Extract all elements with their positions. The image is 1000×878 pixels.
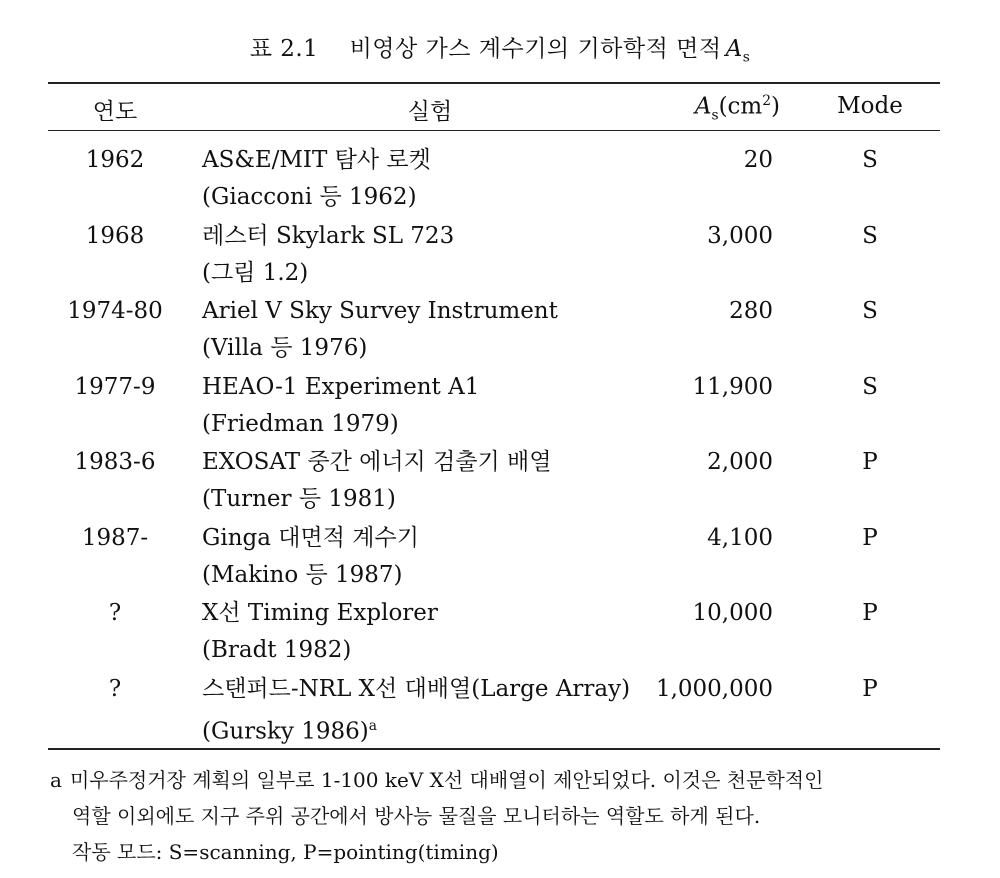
mode-cell: S — [862, 222, 878, 249]
note-line-2: 역할 이외에도 지구 주위 공간에서 방사능 물질을 모니터하는 역할도 하게 된다. — [72, 804, 761, 828]
caption-symbol: A — [725, 36, 743, 62]
area-cell: 2,000 — [707, 449, 773, 475]
experiment-name: 레스터 Skylark SL 723 — [202, 222, 455, 249]
header-area-sub: s — [711, 107, 719, 124]
year-cell: ? — [108, 675, 122, 702]
mode-cell: P — [862, 600, 878, 626]
table-caption — [0, 30, 1000, 66]
header-area — [600, 93, 780, 123]
caption-symbol-sub: s — [742, 49, 751, 66]
area-cell: 4,100 — [707, 524, 773, 551]
header-experiment: 실험 — [407, 99, 453, 125]
year-cell: ? — [108, 600, 122, 626]
reference-text: (Turner 등 1981) — [202, 486, 396, 512]
area-cell: 11,900 — [692, 373, 773, 400]
table-bottom-rule — [48, 748, 940, 750]
reference-text: (Makino 등 1987) — [202, 561, 403, 588]
area-cell: 1,000,000 — [655, 675, 773, 702]
table-header-rule — [48, 130, 940, 131]
experiment-name: 스탠퍼드-NRL X선 대배열(Large Array) — [202, 675, 631, 702]
experiment-reference — [202, 557, 672, 594]
header-mode: Mode — [837, 93, 903, 119]
header-area-unit-open: (cm — [718, 93, 763, 120]
header-area-symbol: A — [694, 93, 712, 120]
area-cell: 10,000 — [692, 600, 773, 626]
mode-cell: P — [862, 675, 878, 702]
mode-cell: P — [862, 524, 878, 551]
experiment-reference — [202, 708, 672, 745]
table-row — [0, 218, 1000, 294]
mode-cell: S — [862, 147, 878, 173]
note-line-1 — [50, 762, 960, 798]
experiment-reference — [202, 179, 672, 216]
table-notes — [50, 762, 960, 870]
experiment-name: X선 Timing Explorer — [202, 600, 438, 626]
area-cell: 20 — [743, 147, 773, 173]
header-area-unit-sup: 2 — [762, 93, 772, 109]
year-cell: 1968 — [85, 222, 145, 249]
area-cell: 3,000 — [707, 222, 773, 249]
mode-cell: P — [862, 449, 878, 475]
table-row — [0, 369, 1000, 445]
experiment-name: EXOSAT 중간 에너지 검출기 배열 — [202, 449, 552, 475]
footnote-marker: a — [368, 717, 377, 734]
experiment-name: Ariel V Sky Survey Instrument — [202, 298, 558, 324]
experiment-name: AS&E/MIT 탐사 로켓 — [202, 147, 431, 173]
experiment-name: Ginga 대면적 계수기 — [202, 524, 419, 551]
table-row — [0, 671, 1000, 747]
mode-cell: S — [862, 373, 878, 400]
table-row — [0, 520, 1000, 596]
experiment-reference — [202, 406, 672, 443]
reference-text: (Bradt 1982) — [202, 637, 352, 663]
table-row — [0, 444, 1000, 520]
note-text-1: 미우주정거장 계획의 일부로 1-100 keV X선 대배열이 제안되었다. 이것은 천문학적인 — [69, 768, 824, 792]
caption-label: 표 2.1 — [249, 36, 319, 62]
experiment-reference — [202, 255, 672, 292]
year-cell: 1983-6 — [74, 449, 156, 475]
table-top-rule — [48, 82, 940, 84]
caption-text: 비영상 가스 계수기의 기하학적 면적 — [349, 36, 722, 62]
reference-text: (Giacconi 등 1962) — [202, 184, 417, 210]
reference-text: (Gursky 1986) — [202, 718, 369, 745]
area-cell: 280 — [729, 298, 773, 324]
year-cell: 1962 — [85, 147, 145, 173]
reference-text: (그림 1.2) — [202, 259, 309, 286]
experiment-reference — [202, 632, 672, 669]
table-row — [0, 142, 1000, 218]
experiment-name: HEAO-1 Experiment A1 — [202, 373, 480, 400]
experiment-reference — [202, 330, 672, 367]
experiment-reference — [202, 481, 672, 518]
year-cell: 1974-80 — [67, 298, 163, 324]
reference-text: (Villa 등 1976) — [202, 335, 368, 361]
header-area-unit-close: ) — [771, 93, 780, 120]
header-year: 연도 — [92, 99, 138, 125]
note-line-3: 작동 모드: S=scanning, P=pointing(timing) — [72, 840, 499, 864]
mode-cell: S — [862, 298, 878, 324]
table-row — [0, 595, 1000, 671]
year-cell: 1987- — [81, 524, 149, 551]
year-cell: 1977-9 — [74, 373, 156, 400]
note-mark: a — [50, 768, 62, 792]
table-row — [0, 293, 1000, 369]
reference-text: (Friedman 1979) — [202, 410, 399, 437]
